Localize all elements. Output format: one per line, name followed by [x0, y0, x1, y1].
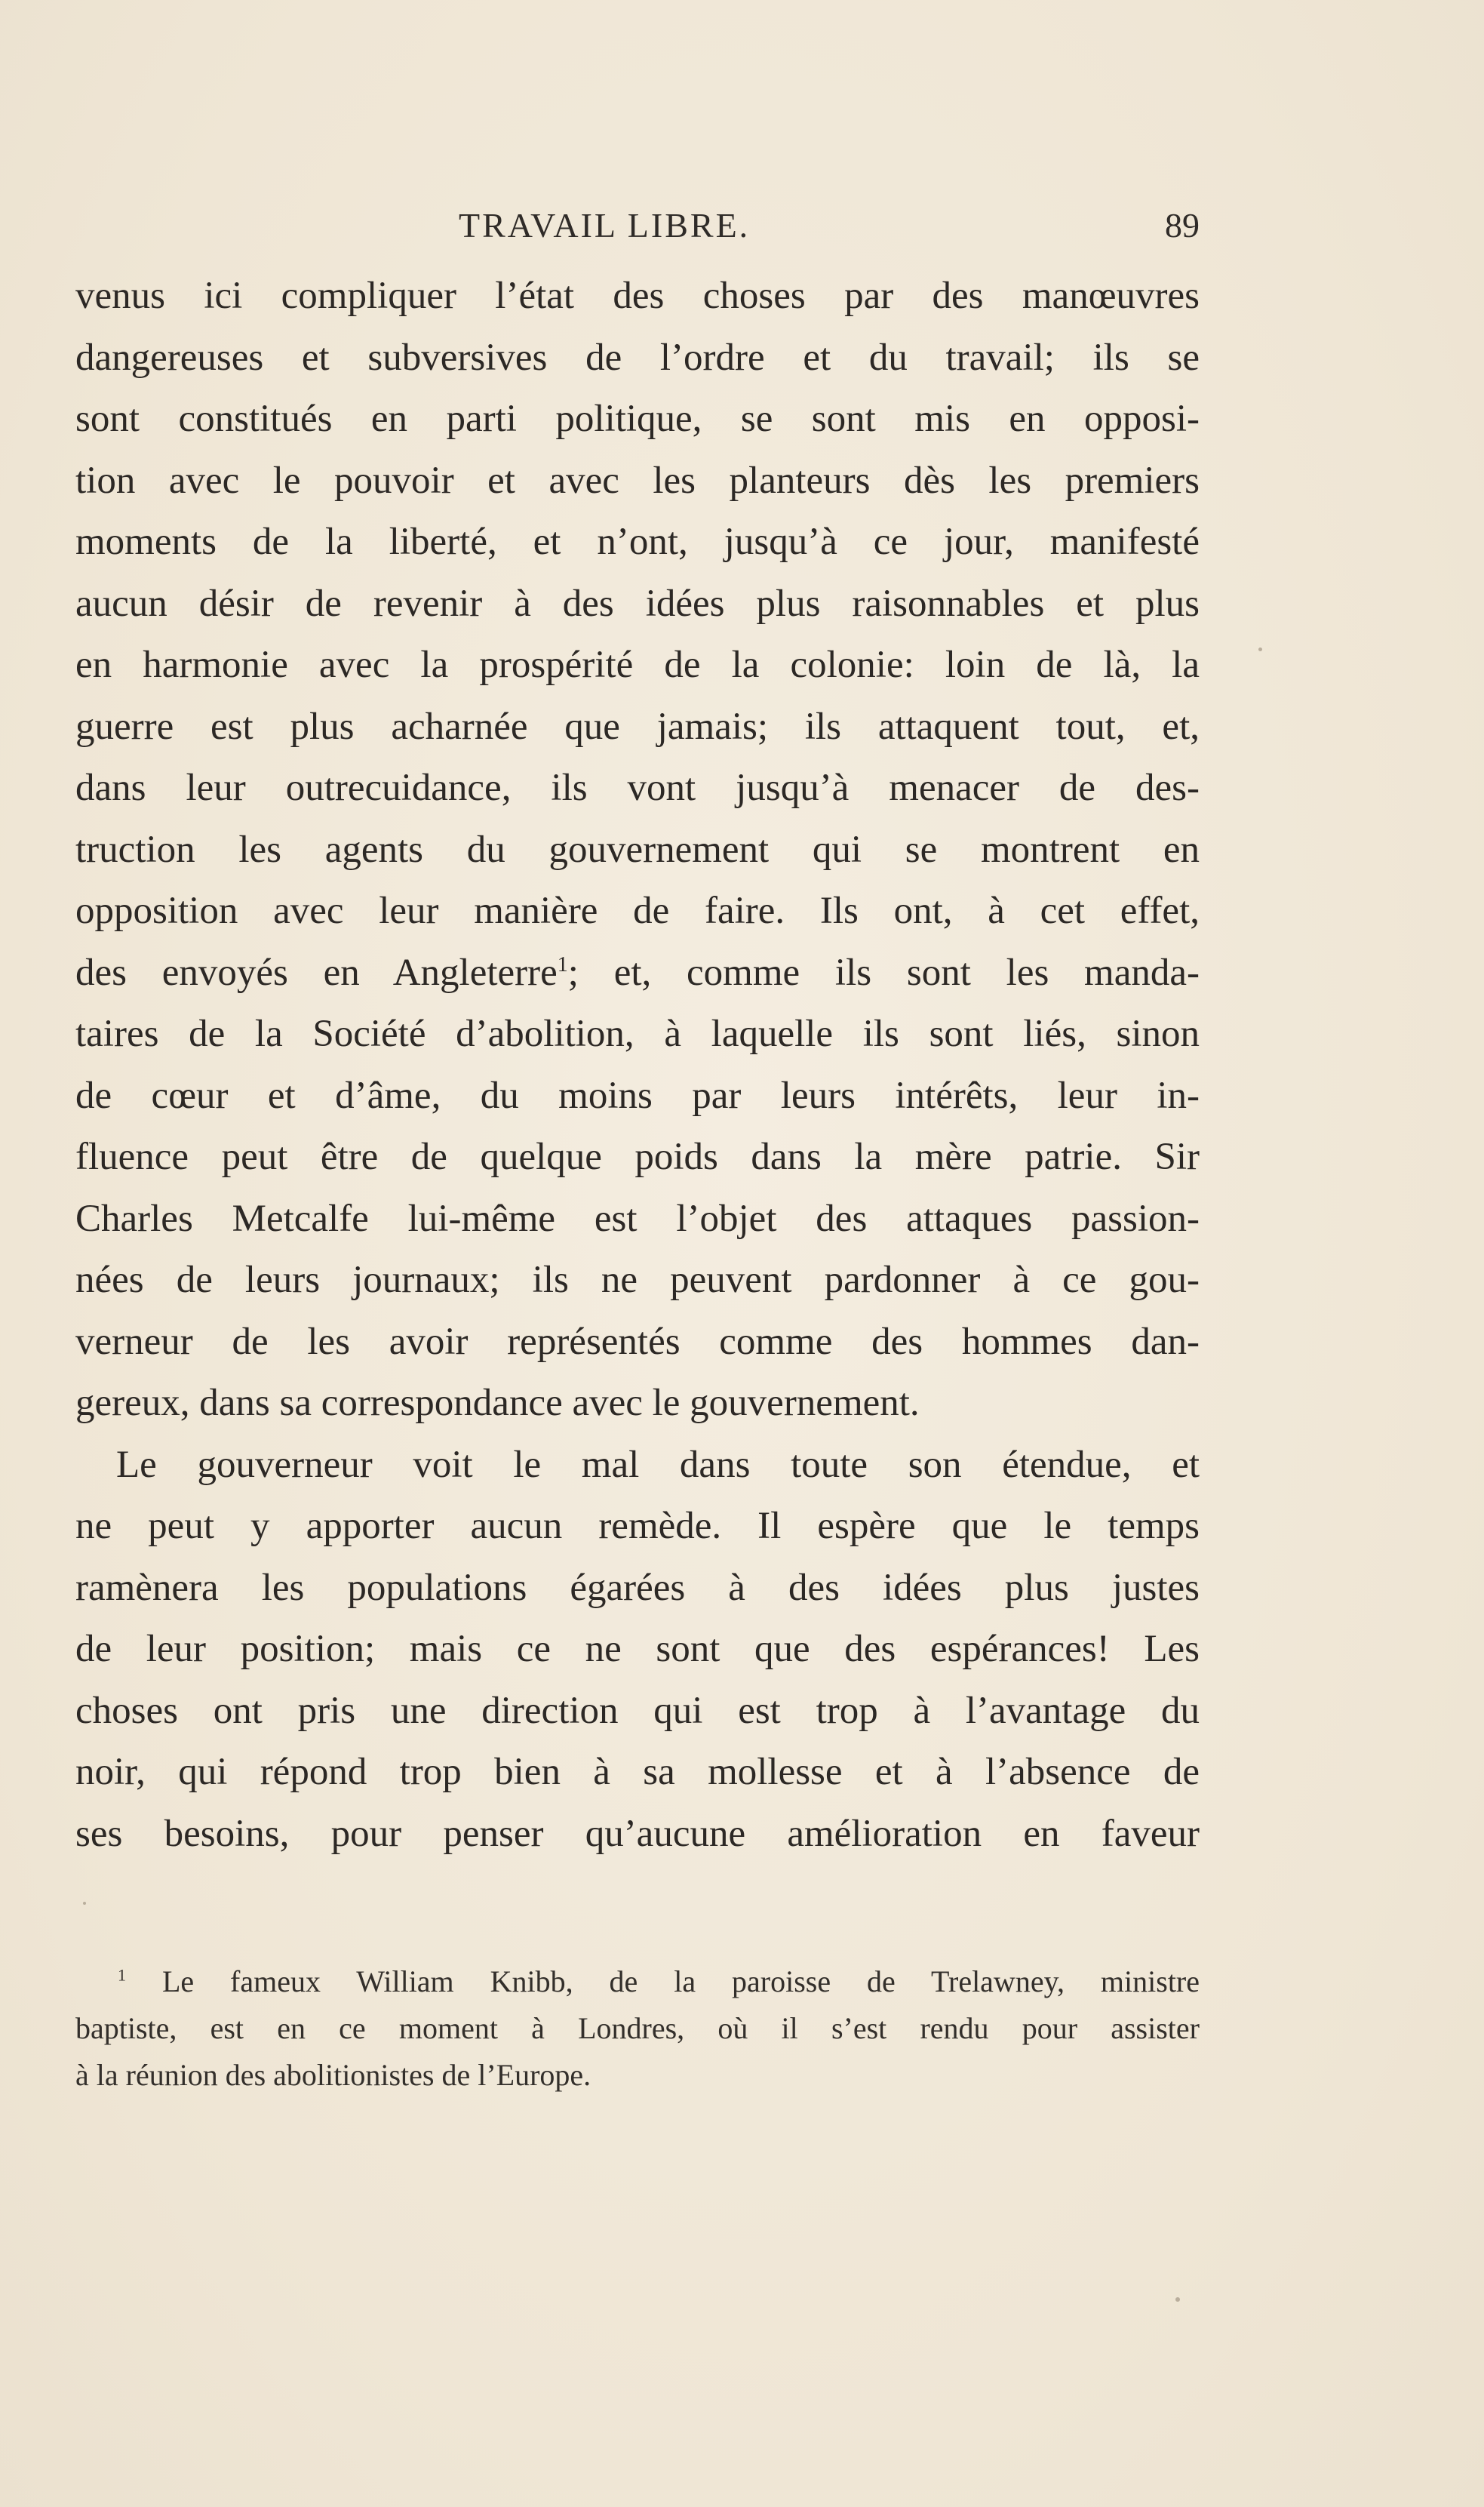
body-text — [75, 266, 1200, 1865]
text-line: dans leur outrecuidance, ils vont jusqu’à menacer de des- — [75, 767, 1200, 809]
text-line: ne peut y apporter aucun remède. Il espère que le temps — [75, 1505, 1200, 1547]
text-line: fluence peut être de quelque poids dans la mère patrie. Sir — [75, 1136, 1200, 1178]
text-line: ramènera les populations égarées à des idées plus justes — [75, 1566, 1200, 1609]
text-line: moments de la liberté, et n’ont, jusqu’à ce jour, manifesté — [75, 521, 1200, 563]
footnote-line: à la réunion des abolitionistes de l’Europe. — [75, 2058, 591, 2092]
footnote — [75, 1958, 1200, 2099]
text-segment: des envoyés en Angleterre — [75, 951, 558, 994]
footnote-marker: 1 — [118, 1965, 126, 1985]
text-line: de cœur et d’âme, du moins par leurs intérêts, leur in- — [75, 1074, 1200, 1117]
text-line: en harmonie avec la prospérité de la colonie: loin de là, la — [75, 644, 1200, 686]
text-line: ses besoins, pour penser qu’aucune amélioration en faveur — [75, 1812, 1200, 1855]
text-line: aucun désir de revenir à des idées plus raisonnables et plus — [75, 582, 1200, 625]
text-line: tion avec le pouvoir et avec les planteurs dès les premiers — [75, 459, 1200, 502]
paper-speck — [1175, 2297, 1180, 2302]
running-title: TRAVAIL LIBRE. — [459, 206, 751, 245]
text-line: sont constitués en parti politique, se sont mis en opposi- — [75, 398, 1200, 440]
paper-speck — [83, 1902, 86, 1905]
footnote-line — [75, 1958, 1200, 2005]
running-head — [75, 205, 1200, 251]
text-line: noir, qui répond trop bien à sa mollesse et à l’absence de — [75, 1751, 1200, 1793]
text-line: taires de la Société d’abolition, à laquelle ils sont liés, sinon — [75, 1013, 1200, 1055]
text-line: truction les agents du gouvernement qui se montrent en — [75, 828, 1200, 871]
text-line: opposition avec leur manière de faire. Ils ont, à cet effet, — [75, 890, 1200, 932]
text-line: choses ont pris une direction qui est trop à l’avantage du — [75, 1689, 1200, 1732]
text-line: dangereuses et subversives de l’ordre et du travail; ils se — [75, 336, 1200, 379]
text-line: verneur de les avoir représentés comme des hommes dan- — [75, 1320, 1200, 1363]
page-number: 89 — [1165, 206, 1200, 245]
text-line: guerre est plus acharnée que jamais; ils attaquent tout, et, — [75, 705, 1200, 748]
footnote-text: Le fameux William Knibb, de la paroisse de Trelawney, ministre — [161, 1964, 1200, 1998]
paragraph-start-line: Le gouverneur voit le mal dans toute son étendue, et — [116, 1443, 1200, 1486]
footnote-reference: 1 — [557, 952, 568, 977]
text-line: venus ici compliquer l’état des choses par des manœuvres — [75, 275, 1200, 317]
text-segment: ; et, comme ils sont les manda- — [567, 951, 1200, 994]
text-line: de leur position; mais ce ne sont que des espérances! Les — [75, 1628, 1200, 1670]
text-line: nées de leurs journaux; ils ne peuvent pardonner à ce gou- — [75, 1259, 1200, 1301]
text-line: Charles Metcalfe lui-même est l’objet des attaques passion- — [75, 1197, 1200, 1240]
paper-speck — [1258, 648, 1262, 651]
footnote-line: baptiste, est en ce moment à Londres, où il s’est rendu pour assister — [75, 2011, 1200, 2045]
text-line-with-note — [75, 943, 1200, 1004]
paragraph-end-line: gereux, dans sa correspondance avec le gouvernement. — [75, 1382, 920, 1424]
